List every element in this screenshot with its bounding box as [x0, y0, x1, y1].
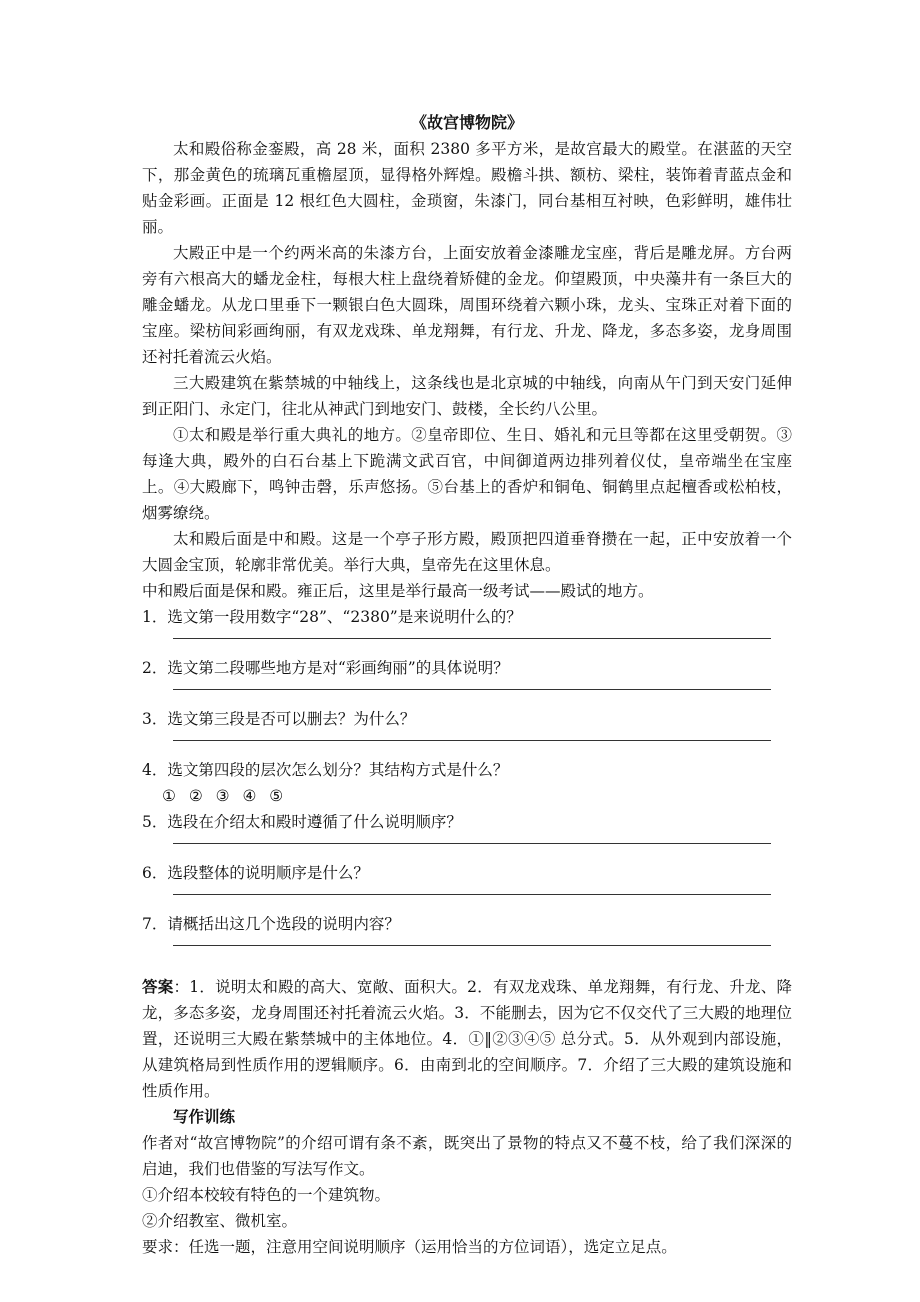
question-5: 5．选段在介绍太和殿时遵循了什么说明顺序？	[142, 813, 462, 831]
passage-paragraph-3: 三大殿建筑在紫禁城的中轴线上，这条线也是北京城的中轴线，向南从午门到天安门延伸到正阳门、永定门，往北从神武门到地安门、鼓楼，全长约八公里。	[142, 374, 792, 418]
document-content	[142, 110, 792, 1260]
passage-paragraph-2: 大殿正中是一个约两米高的朱漆方台，上面安放着金漆雕龙宝座，背后是雕龙屏。方台两旁有六根高大的蟠龙金柱，每根大柱上盘绕着矫健的金龙。仰望殿顶，中央藻井有一条巨大的雕金蟠龙。从龙口里垂下一颗银白色大圆珠，周围环绕着六颗小珠，龙头、宝珠正对着下面的宝座。梁枋间彩画绚丽，有双龙戏珠、单龙翔舞，有行龙、升龙、降龙，多态多姿，龙身周围还衬托着流云火焰。	[142, 244, 792, 366]
question-4: 4．选文第四段的层次怎么划分？其结构方式是什么？	[142, 761, 509, 779]
writing-option-1: ①介绍本校较有特色的一个建筑物。	[142, 1186, 391, 1204]
answer-line-2[interactable]	[173, 689, 771, 690]
answer-line-1[interactable]	[173, 638, 771, 639]
passage-paragraph-5: 太和殿后面是中和殿。这是一个亭子形方殿，殿顶把四道垂脊攒在一起，正中安放着一个大圆金宝顶，轮廓非常优美。举行大典，皇帝先在这里休息。	[142, 530, 792, 574]
question-6: 6．选段整体的说明顺序是什么？	[142, 864, 369, 882]
writing-option-2: ②介绍教室、微机室。	[142, 1212, 298, 1230]
writing-section-title: 写作训练	[173, 1107, 236, 1126]
document-title: 《故宫博物院》	[410, 113, 523, 132]
answer-line-6[interactable]	[173, 894, 771, 895]
answer-line-5[interactable]	[173, 843, 771, 844]
answer-text: ：1．说明太和殿的高大、宽敞、面积大。2．有双龙戏珠、单龙翔舞，有行龙、升龙、降龙，多态多姿，龙身周围还衬托着流云火焰。3．不能删去，因为它不仅交代了三大殿的地理位置，还说明三大殿在紫禁城中的主体地位。4．①‖②③④⑤ 总分式。5．从外观到内部设施，从建筑格局到性质作用的逻辑顺序。6．由南到北的空间顺序。7．介绍了三大殿的建筑设施和性质作用。	[142, 978, 792, 1100]
answer-key	[142, 974, 792, 1104]
question-2: 2．选文第二段哪些地方是对“彩画绚丽”的具体说明？	[142, 659, 509, 677]
question-3: 3．选文第三段是否可以删去？为什么？	[142, 710, 416, 728]
answer-line-7[interactable]	[173, 945, 771, 946]
writing-intro: 作者对“故宫博物院”的介绍可谓有条不紊，既突出了景物的特点又不蔓不枝，给了我们深深的启迪，我们也借鉴的写法写作文。	[142, 1134, 792, 1178]
question-1: 1．选文第一段用数字“28”、“2380”是来说明什么的？	[142, 608, 522, 626]
answer-label: 答案	[142, 977, 174, 996]
passage-paragraph-4: ①太和殿是举行重大典礼的地方。②皇帝即位、生日、婚礼和元旦等都在这里受朝贺。③每逢大典，殿外的白石台基上下跪满文武百官，中间御道两边排列着仪仗，皇帝端坐在宝座上。④大殿廊下，鸣钟击磬，乐声悠扬。⑤台基上的香炉和铜龟、铜鹤里点起檀香或松柏枝，烟雾缭绕。	[142, 426, 792, 522]
passage-paragraph-6: 中和殿后面是保和殿。雍正后，这里是举行最高一级考试——殿试的地方。	[142, 582, 654, 600]
question-4-marks: ① ② ③ ④ ⑤	[162, 787, 288, 805]
answer-line-3[interactable]	[173, 740, 771, 741]
passage-paragraph-1: 太和殿俗称金銮殿，高 28 米，面积 2380 多平方米，是故宫最大的殿堂。在湛蓝的天空下，那金黄色的琉璃瓦重檐屋顶，显得格外辉煌。殿檐斗拱、额枋、梁柱，装饰着青蓝点金和贴金彩画。正面是 12 根红色大圆柱，金琐窗，朱漆门，同台基相互衬映，色彩鲜明，雄伟壮丽。	[142, 140, 792, 236]
writing-requirement: 要求：任选一题，注意用空间说明顺序（运用恰当的方位词语），选定立足点。	[142, 1238, 677, 1256]
question-7: 7．请概括出这几个选段的说明内容？	[142, 915, 400, 933]
